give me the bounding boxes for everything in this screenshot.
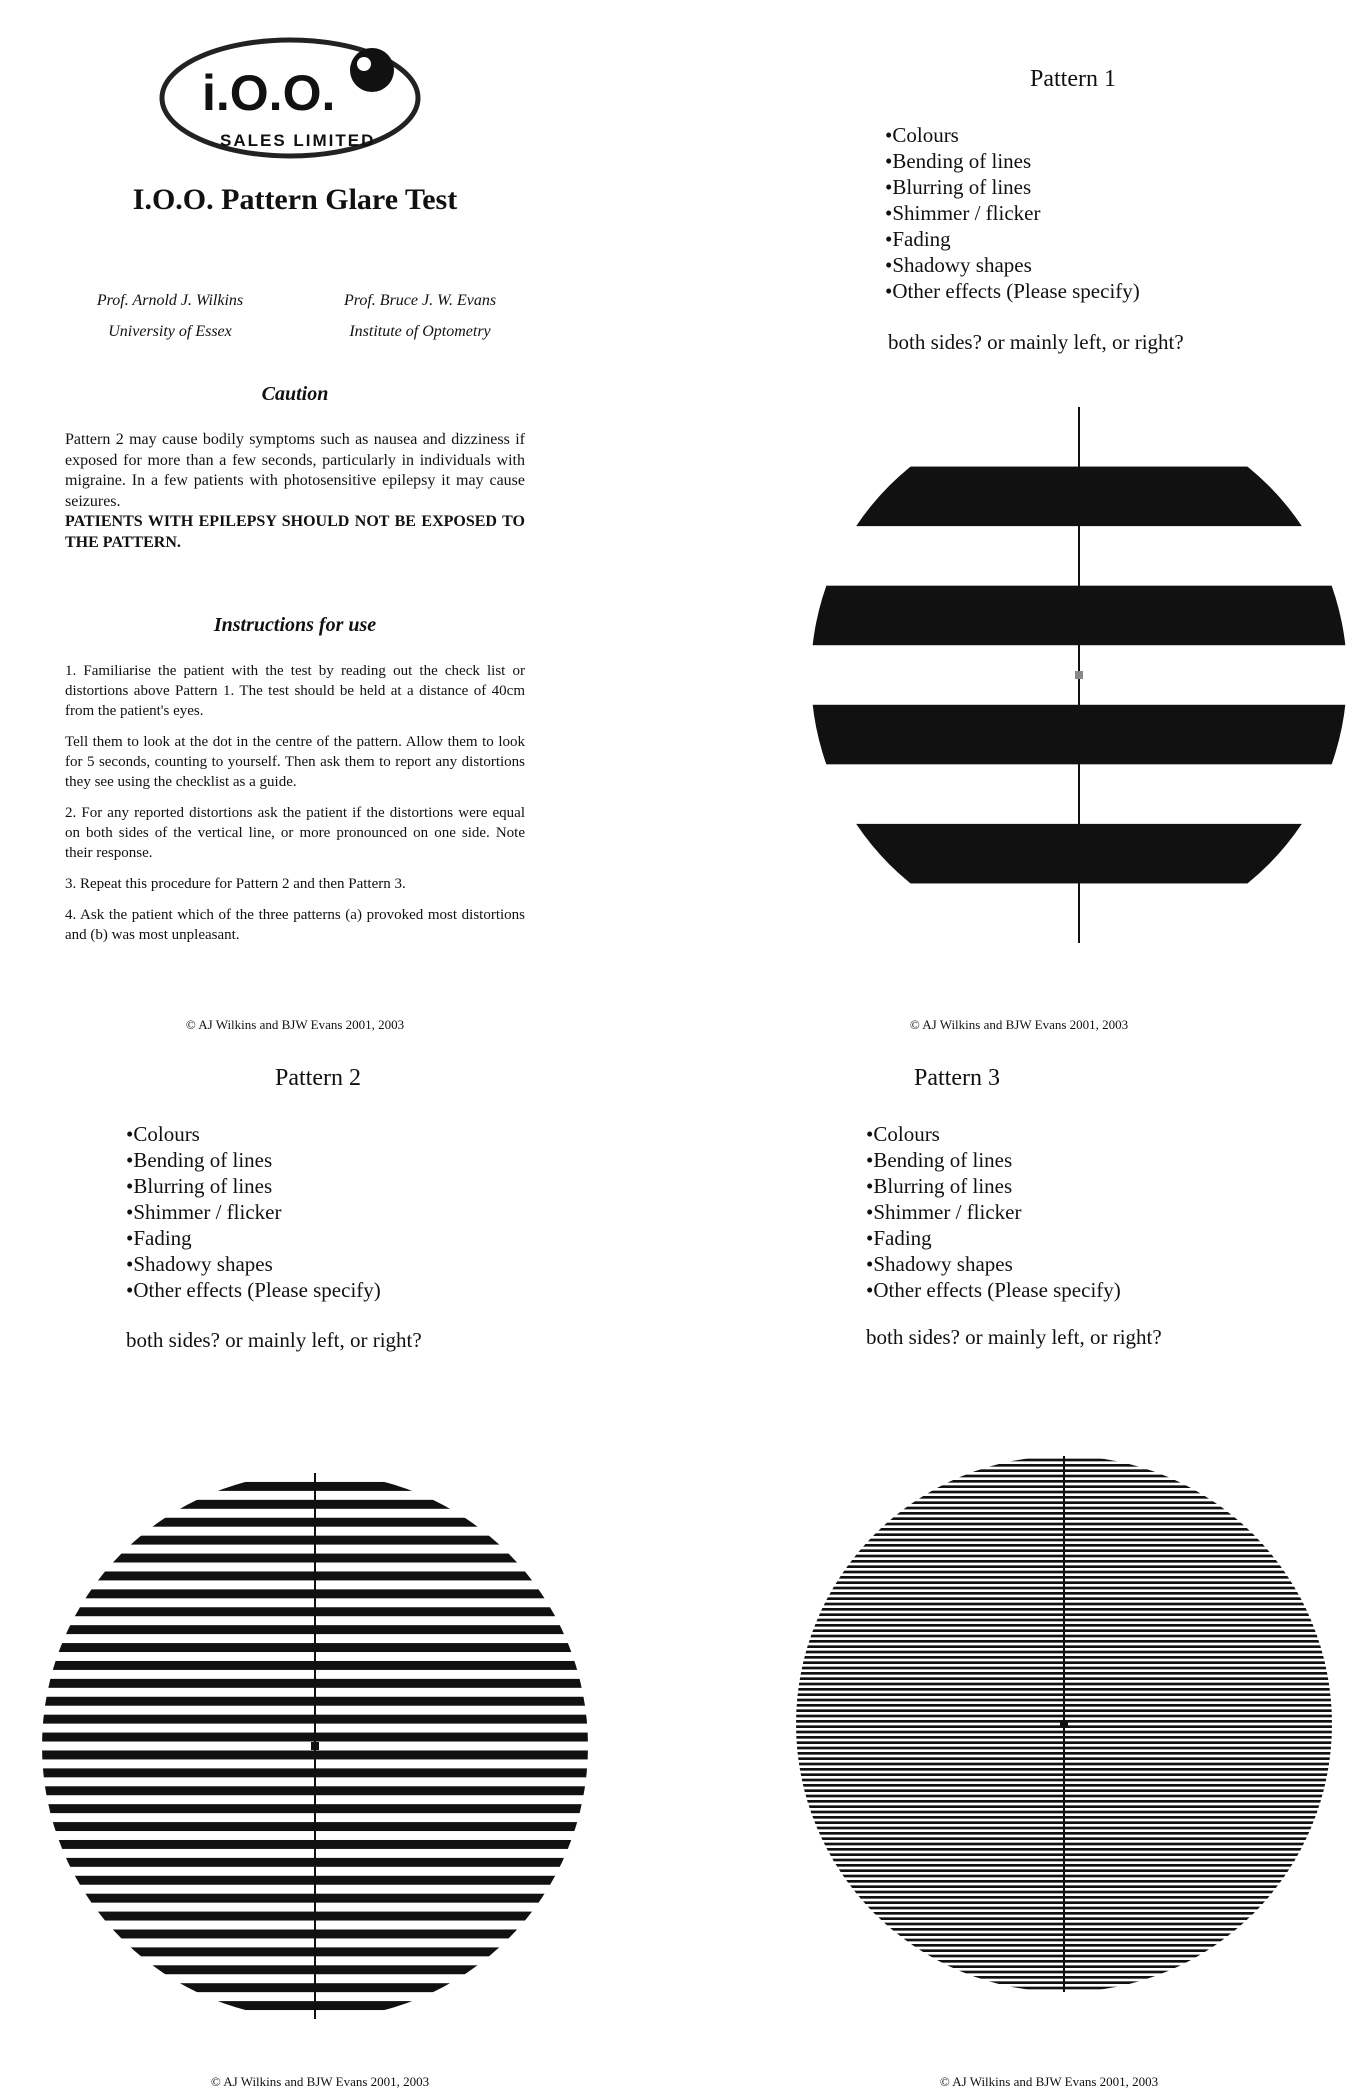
checklist-item: •Bending of lines — [126, 1148, 273, 1172]
checklist-item: •Shadowy shapes — [866, 1252, 1013, 1276]
author-name: Prof. Bruce J. W. Evans — [343, 292, 497, 309]
info-panel — [0, 0, 679, 1049]
instructions-heading: Instructions for use — [213, 614, 377, 636]
author-wilkins — [60, 285, 280, 347]
copyright-notice: © AJ Wilkins and BJW Evans 2001, 2003 — [909, 1017, 1129, 1032]
checklist-item: •Shimmer / flicker — [866, 1200, 1022, 1224]
copyright-notice: © AJ Wilkins and BJW Evans 2001, 2003 — [939, 2074, 1159, 2089]
author-affiliation: University of Essex — [108, 323, 232, 340]
caution-text — [65, 430, 525, 553]
distortion-checklist — [885, 122, 1140, 304]
checklist-item: •Bending of lines — [866, 1148, 1013, 1172]
checklist-item: •Other effects (Please specify) — [885, 279, 1140, 303]
ioo-logo-graphic — [150, 28, 440, 178]
fixation-dot — [1075, 671, 1083, 679]
checklist-item: •Blurring of lines — [126, 1174, 273, 1198]
ioo-logo — [150, 28, 440, 178]
fixation-dot — [1060, 1720, 1068, 1728]
instruction-step: 3. Repeat this procedure for Pattern 2 and then Pattern 3. — [65, 876, 406, 892]
author-evans — [300, 285, 540, 347]
checklist-item: •Fading — [126, 1226, 192, 1250]
pattern-1-graphic — [809, 405, 1349, 945]
instruction-step: Tell them to look at the dot in the centre of the pattern. Allow them to look for 5 seconds, counting to yourself. Then ask them to report any distortions they see using the checklist as a guide. — [65, 734, 525, 790]
checklist-item: •Colours — [126, 1122, 200, 1146]
checklist-item: •Fading — [885, 227, 951, 251]
pattern-2-panel — [0, 1049, 679, 2098]
author-affiliation: Institute of Optometry — [349, 323, 491, 340]
side-question: both sides? or mainly left, or right? — [888, 330, 1184, 354]
checklist-item: •Shadowy shapes — [126, 1252, 273, 1276]
caution-body: Pattern 2 may cause bodily symptoms such as nausea and dizziness if exposed for more than a few seconds, particularly in individuals with migraine. In a few patients with photosensitive epilepsy it may cause seizures. — [65, 431, 525, 510]
instruction-step: 4. Ask the patient which of the three patterns (a) provoked most distortions and (b) was most unpleasant. — [65, 907, 525, 943]
pattern-1-panel — [679, 0, 1358, 1049]
pattern-1-title: Pattern 1 — [1030, 66, 1116, 92]
checklist-item: •Colours — [866, 1122, 940, 1146]
checklist-item: •Bending of lines — [885, 149, 1032, 173]
author-name: Prof. Arnold J. Wilkins — [96, 292, 244, 309]
checklist-item: •Blurring of lines — [866, 1174, 1013, 1198]
pattern-2-title: Pattern 2 — [275, 1065, 361, 1091]
side-question: both sides? or mainly left, or right? — [126, 1328, 422, 1352]
checklist-item: •Shimmer / flicker — [885, 201, 1041, 225]
instructions-list — [65, 661, 525, 956]
pattern-3-title: Pattern 3 — [914, 1065, 1000, 1091]
copyright-notice: © AJ Wilkins and BJW Evans 2001, 2003 — [185, 1017, 405, 1032]
instruction-step: 2. For any reported distortions ask the patient if the distortions were equal on both sides of the vertical line, or more pronounced on one side. Note their response. — [65, 805, 525, 861]
pattern-2-graphic — [40, 1471, 590, 2021]
fixation-dot — [311, 1742, 319, 1750]
checklist-item: •Other effects (Please specify) — [126, 1278, 381, 1302]
copyright-notice: © AJ Wilkins and BJW Evans 2001, 2003 — [210, 2074, 430, 2089]
instruction-step: 1. Familiarise the patient with the test by reading out the check list or distortions above Pattern 1. The test should be held at a distance of 40cm from the patient's eyes. — [65, 663, 525, 719]
checklist-item: •Colours — [885, 123, 959, 147]
checklist-item: •Blurring of lines — [885, 175, 1032, 199]
distortion-checklist — [126, 1121, 381, 1303]
document-title: I.O.O. Pattern Glare Test — [132, 183, 458, 216]
caution-heading: Caution — [261, 383, 329, 405]
checklist-item: •Shadowy shapes — [885, 253, 1032, 277]
epilepsy-warning: PATIENTS WITH EPILEPSY SHOULD NOT BE EXPOSED TO THE PATTERN. — [65, 513, 525, 551]
pattern-3-graphic — [794, 1449, 1334, 1999]
distortion-checklist — [866, 1121, 1121, 1303]
checklist-item: •Other effects (Please specify) — [866, 1278, 1121, 1302]
logo-tagline-text: SALES LIMITED — [220, 131, 376, 150]
checklist-item: •Fading — [866, 1226, 932, 1250]
side-question: both sides? or mainly left, or right? — [866, 1325, 1162, 1349]
pattern-3-panel — [679, 1049, 1358, 2098]
checklist-item: •Shimmer / flicker — [126, 1200, 282, 1224]
logo-brand-text: i.O.O. — [202, 65, 336, 121]
